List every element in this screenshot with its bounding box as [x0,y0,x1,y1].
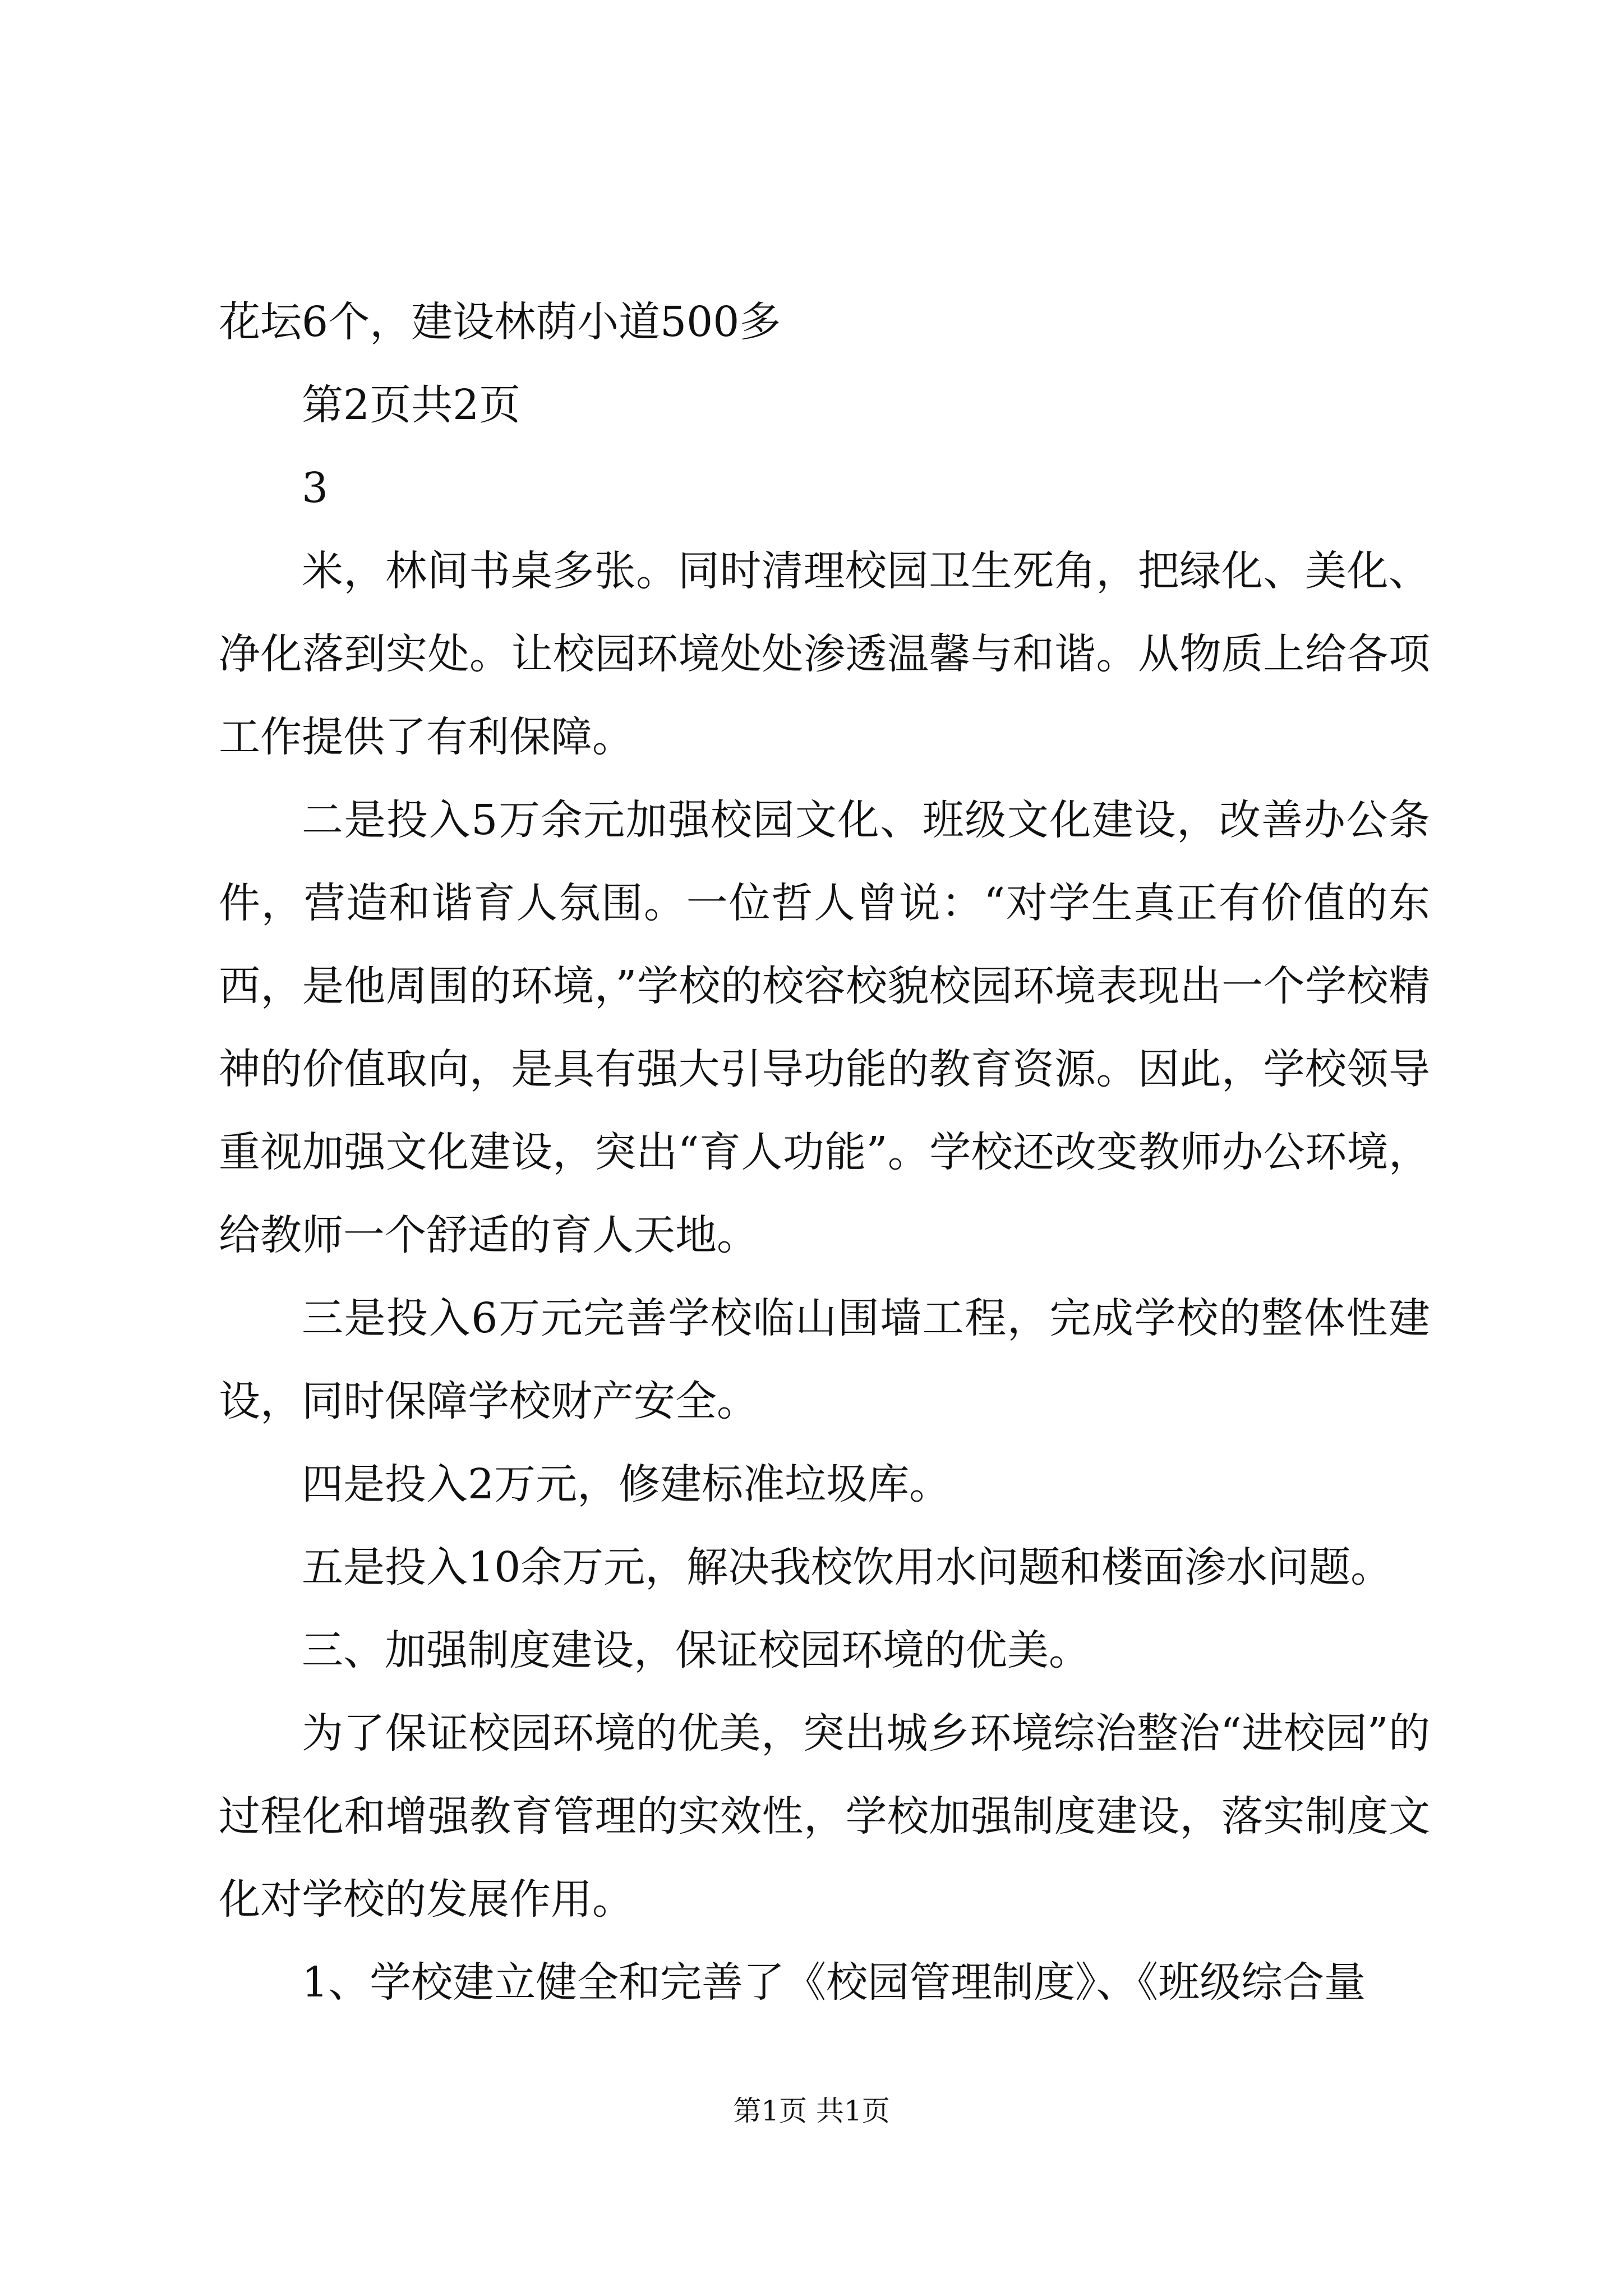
paragraph-9: 三、加强制度建设，保证校园环境的优美。 [302,1626,1090,1674]
page-footer: 第1页 共1页 [733,2095,890,2127]
paragraph-10: 为了保证校园环境的优美，突出城乡环境综治整治“进校园”的过程化和增强教育管理的实效性，学校加强制度建设，落实制度文化对学校的发展作用。 [219,1709,1430,1924]
paragraph-8: 五是投入10余万元，解决我校饮用水问题和楼面渗水问题。 [302,1543,1393,1591]
paragraph-2: 第2页共2页 [302,381,521,429]
paragraph-1: 花坛6个，建设林荫小道500多 [219,298,781,346]
paragraph-6: 三是投入6万元完善学校临山围墙工程，完成学校的整体性建设，同时保障学校财产安全。 [219,1294,1430,1425]
paragraph-7: 四是投入2万元，修建标准垃圾库。 [302,1460,951,1508]
paragraph-5: 二是投入5万余元加强校园文化、班级文化建设，改善办公条件，营造和谐育人氛围。一位哲人曾说：“对学生真正有价值的东西，是他周围的环境，”学校的校容校貌校园环境表现出一个学校精神的价值取向，是具有强大引导功能的教育资源。因此，学校领导重视加强文化建设，突出“育人功能”。学校还改变教师办公环境，给教师一个舒适的育人天地。 [219,796,1430,1259]
document-body [219,280,1430,2024]
paragraph-11: 1、学校建立健全和完善了《校园管理制度》、《班级综合量 [302,1958,1366,2007]
paragraph-4: 米，林间书桌多张。同时清理校园卫生死角，把绿化、美化、净化落到实处。让校园环境处处渗透温馨与和谐。从物质上给各项工作提供了有利保障。 [219,547,1430,761]
paragraph-3: 3 [302,464,329,512]
